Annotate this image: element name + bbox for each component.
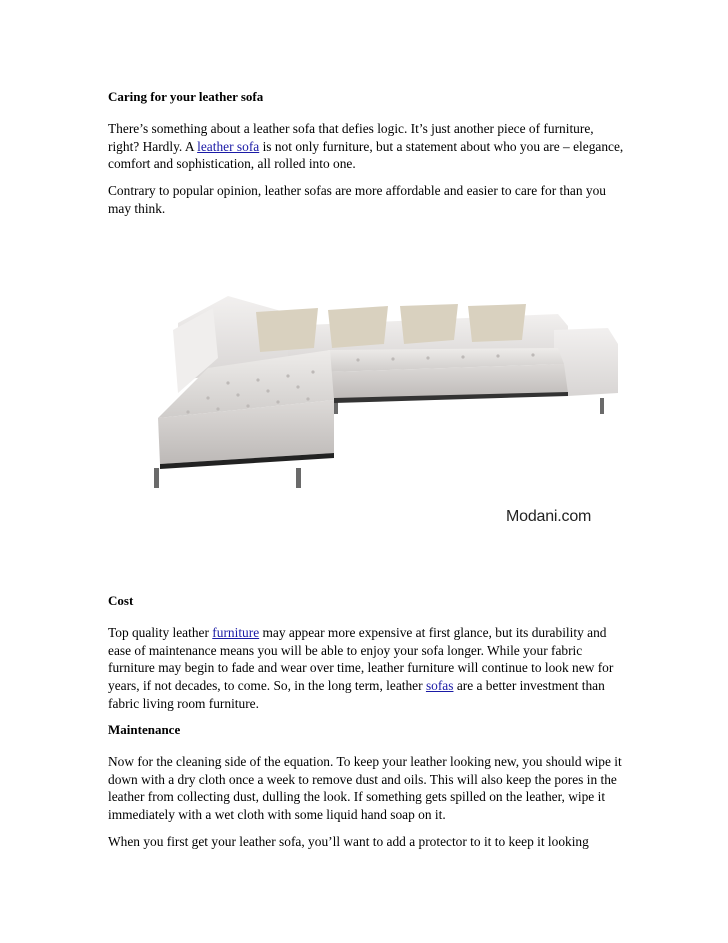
paragraph-text: is not only furniture, but a statement about who you are – elegance, comfort and sophistication, all rolled into one. <box>108 138 624 172</box>
paragraph-protector: When you first get your leather sofa, you’ll want to add a protector to it to keep it looking <box>108 834 589 849</box>
pillow <box>328 306 388 348</box>
paragraph-cost <box>108 624 628 713</box>
sofa-leg <box>600 398 604 414</box>
link-leather-sofa[interactable]: leather sofa <box>197 138 260 154</box>
link-sofas[interactable]: sofas <box>425 678 454 694</box>
section-heading-caring: Caring for your leather sofa <box>108 89 264 104</box>
watermark: Modani.com <box>506 508 592 525</box>
sofa-leg <box>154 468 159 488</box>
paragraph-text: Top quality leather <box>108 625 213 640</box>
section-heading-cost: Cost <box>108 593 134 608</box>
sofa-leg <box>296 468 301 488</box>
paragraph-affordable: Contrary to popular opinion, leather sofas are more affordable and easier to care for than you may think. <box>108 183 606 216</box>
section-heading-maintenance: Maintenance <box>108 722 181 737</box>
link-furniture[interactable]: furniture <box>212 625 260 640</box>
pillow <box>468 304 526 342</box>
pillow <box>256 308 318 352</box>
sofa-illustration <box>138 268 648 538</box>
paragraph-intro <box>108 120 628 173</box>
paragraph-text: may appear more expensive at first glance, but its durability and ease of maintenance means you will be able to enjoy your sofa longer. While your fabric furniture may begin to fade and wear over time, leather furniture will continue to look new for years, if not decades, to come. So, in the long term, leather <box>108 625 614 694</box>
paragraph-text: are a better investment than fabric living room furniture. <box>108 678 605 711</box>
paragraph-maintenance: Now for the cleaning side of the equation. To keep your leather looking new, you should wipe it down with a dry cloth once a week to remove dust and oils. This will also keep the pores in the leather from collecting dust, dulling the look. If something gets spilled on the leather, wipe it immediately with a wet cloth with some liquid hand soap on it. <box>108 754 622 823</box>
paragraph-text: There’s something about a leather sofa that defies logic. It’s just another piece of furniture, right? Hardly. A <box>108 121 594 154</box>
pillow <box>400 304 458 344</box>
sofa-image <box>138 268 648 548</box>
